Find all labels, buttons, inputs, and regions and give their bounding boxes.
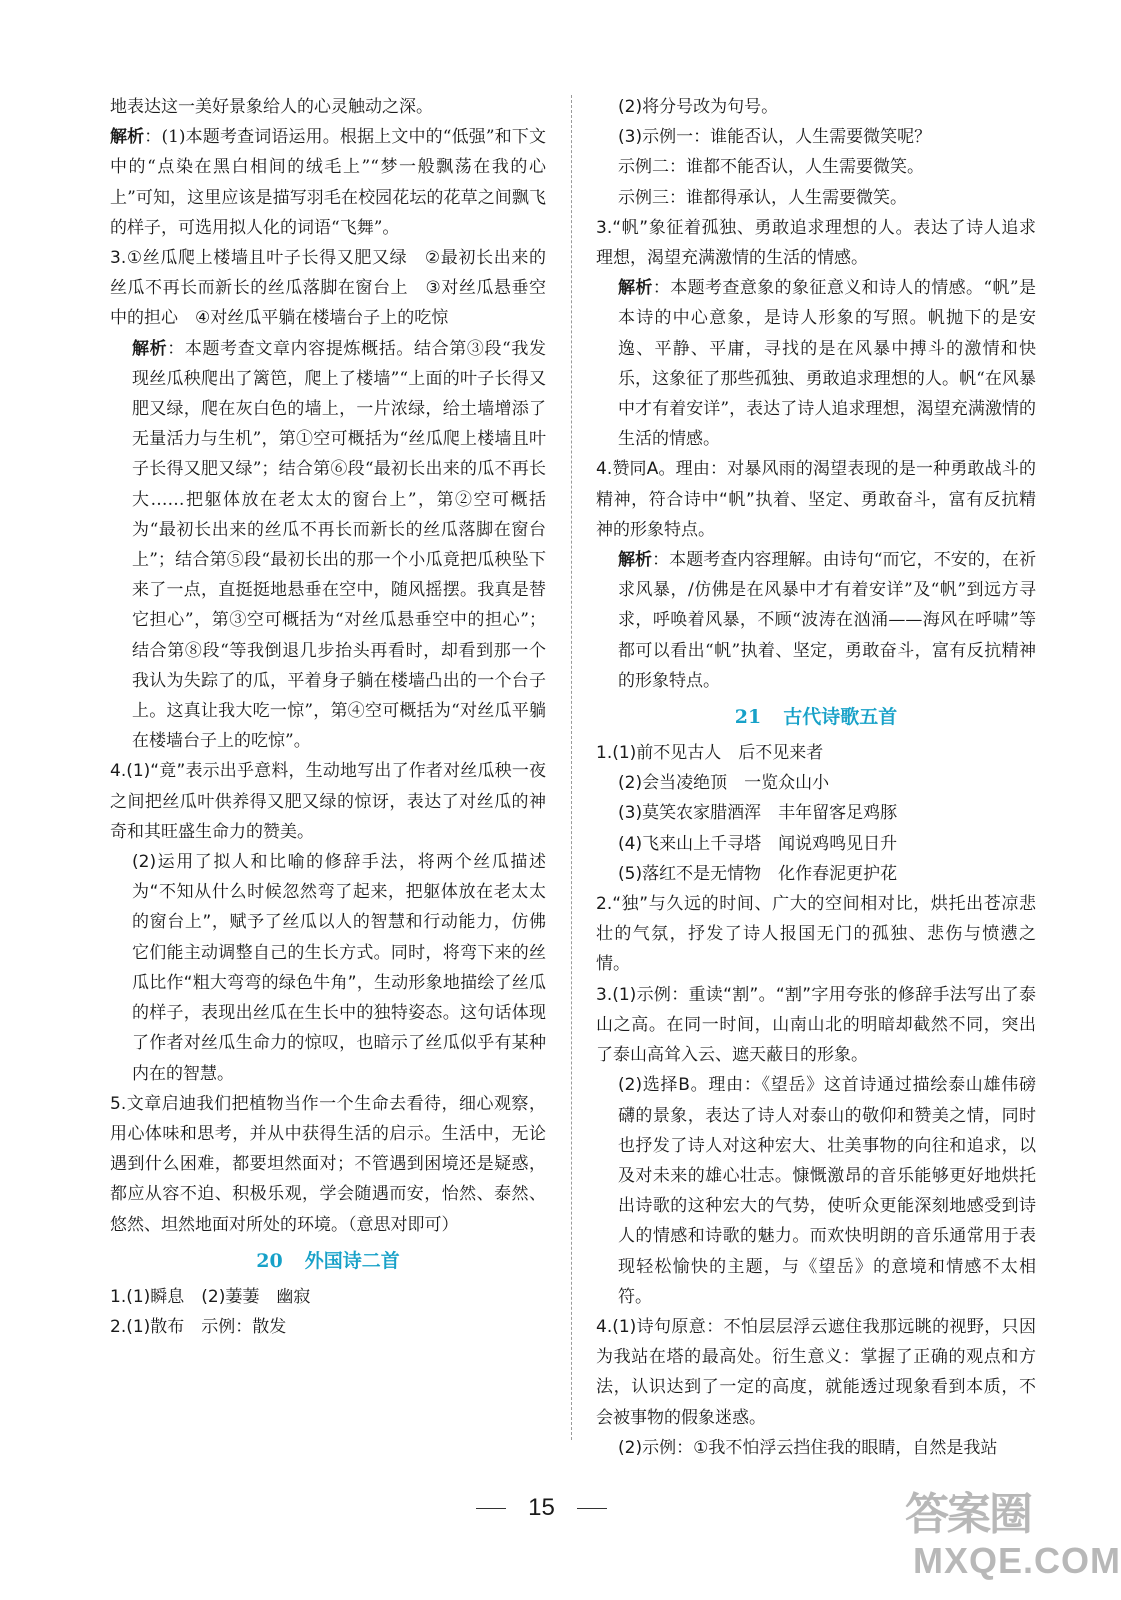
watermark-logo-text: 答案圈 <box>905 1490 1031 1539</box>
analysis-label: 解析 <box>110 127 145 148</box>
analysis-text: ：(1)本题考查词语运用。根据上文中的“低强”和下文中的“点染在黑白相间的绒毛上”“梦一般飘荡在我的心上”可知，这里应该是描写羽毛在校园花坛的花草之间飘飞的样子，可选用拟人化的词语“飞舞”。 <box>110 127 547 238</box>
answer-line: 示例三：谁都得承认，人生需要微笑。 <box>618 187 907 208</box>
answer-line: (3)莫笑农家腊酒浑 丰年留客足鸡豚 <box>618 803 898 824</box>
section-number: 21 <box>734 706 762 729</box>
analysis-label: 解析 <box>618 278 653 299</box>
answer-line: (2)会当凌绝顶 一览众山小 <box>618 773 830 794</box>
answer-item-1: 1.(1)瞬息 (2)萋萋 幽寂 <box>110 1286 311 1307</box>
answer-item-4-1: 4.(1)“竟”表示出乎意料，生动地写出了作者对丝瓜秧一夜之间把丝瓜叶供养得又肥又绿的惊讶，表达了对丝瓜的神奇和其旺盛生命力的赞美。 <box>110 761 546 842</box>
answer-item-5: 5.文章启迪我们把植物当作一个生命去看待，细心观察，用心体味和思考，并从中获得生活的启示。生活中，无论遇到什么困难，都要坦然面对；不管遇到困境还是疑惑，都应从容不迫、积极乐观，学会随遇而安，怡然、泰然、悠然、坦然地面对所处的环境。（意思对即可） <box>110 1093 546 1235</box>
answer-line: (3)示例一：谁能否认，人生需要微笑呢？ <box>618 127 932 148</box>
answer-item-2: 2.“独”与久远的时间、广大的空间相对比，烘托出苍凉悲壮的气氛，抒发了诗人报国无门的孤独、悲伤与愤懑之情。 <box>596 894 1036 975</box>
page-number-text: 15 <box>528 1494 555 1521</box>
answer-line: (2)示例：①我不怕浮云挡住我的眼睛，自然是我站 <box>618 1437 998 1458</box>
site-watermark <box>905 1478 1121 1596</box>
answer-line: (2)将分号改为句号。 <box>618 97 779 117</box>
answer-item-3: 3.“帆”象征着孤独、勇敢追求理想的人。表达了诗人追求理想，渴望充满激情的生活的情感。 <box>596 217 1036 269</box>
analysis-paragraph <box>110 334 546 757</box>
section-name: 外国诗二首 <box>304 1249 400 1272</box>
section-title-21 <box>596 702 1036 732</box>
watermark-url: MXQE.COM <box>913 1540 1121 1581</box>
section-title-20 <box>110 1246 546 1276</box>
answer-item-4: 4.(1)诗句原意：不怕层层浮云遮住我那远眺的视野，只因为我站在塔的最高处。衍生意义：掌握了正确的观点和方法，认识达到了一定的高度，就能透过现象看到本质，不会被事物的假象迷惑。 <box>596 1316 1036 1428</box>
answer-item-4: 4.赞同A。理由：对暴风雨的渴望表现的是一种勇敢战斗的精神，符合诗中“帆”执着、坚定、勇敢奋斗，富有反抗精神的形象特点。 <box>596 459 1036 540</box>
answer-item-1: 1.(1)前不见古人 后不见来者 <box>596 743 824 764</box>
page-dash <box>577 1508 607 1509</box>
answer-line: (2)选择B。理由：《望岳》这首诗通过描绘泰山雄伟磅礴的景象，表达了诗人对泰山的敬仰和赞美之情，同时也抒发了诗人对这种宏大、壮美事物的向往和追求，以及对未来的雄心壮志。慷慨激昂的音乐能够更好地烘托出诗歌的这种宏大的气势，使听众更能深刻地感受到诗人的情感和诗歌的魅力。而欢快明朗的音乐通常用于表现轻松愉快的主题，与《望岳》的意境和情感不太相符。 <box>618 1075 1036 1307</box>
analysis-paragraph <box>596 545 1036 696</box>
answer-line: 示例二：谁都不能否认，人生需要微笑。 <box>618 157 924 178</box>
analysis-text: ：本题考查内容理解。由诗句“而它，不安的，在祈求风暴，/仿佛是在风暴中才有着安详”及“帆”到远方寻求，呼唤着风暴，不顾“波涛在汹涌——海风在呼啸”等都可以看出“帆”执着、坚定，勇敢奋斗，富有反抗精神的形象特点。 <box>618 550 1036 691</box>
analysis-text: ：本题考查文章内容提炼概括。结合第③段“我发现丝瓜秧爬出了篱笆，爬上了楼墙”“上面的叶子长得又肥又绿，爬在灰白色的墙上，一片浓绿，给土墙增添了无量活力与生机”，第①空可概括为“丝瓜爬上楼墙且叶子长得又肥又绿”；结合第⑥段“最初长出来的瓜不再长大……把躯体放在老太太的窗台上”，第②空可概括为“最初长出来的丝瓜不再长而新长的丝瓜落脚在窗台上”；结合第⑤段“最初长出的那一个小瓜竟把瓜秧坠下来了一点，直挺挺地悬垂在空中，随风摇摆。我真是替它担心”，第③空可概括为“对丝瓜悬垂空中的担心”；结合第⑧段“等我倒退几步抬头再看时，却看到那一个我认为失踪了的瓜，平着身子躺在楼墙凸出的一个台子上。这真让我大吃一惊”，第④空可概括为“对丝瓜平躺在楼墙台子上的吃惊”。 <box>132 338 546 752</box>
answer-item-3: 3.①丝瓜爬上楼墙且叶子长得又肥又绿 ②最初长出来的丝瓜不再长而新长的丝瓜落脚在窗台上 ③对丝瓜悬垂空中的担心 ④对丝瓜平躺在楼墙台子上的吃惊 <box>110 248 546 329</box>
answer-item-4-2: (2)运用了拟人和比喻的修辞手法，将两个丝瓜描述为“不知从什么时候忽然弯了起来，把躯体放在老太太的窗台上”，赋予了丝瓜以人的智慧和行动能力，仿佛它们能主动调整自己的生长方式。同时，将弯下来的丝瓜比作“粗大弯弯的绿色牛角”，生动形象地描绘了丝瓜的样子，表现出丝瓜在生长中的独特姿态。这句话体现了作者对丝瓜生命力的惊叹，也暗示了丝瓜似乎有某种内在的智慧。 <box>132 852 546 1084</box>
section-number: 20 <box>256 1249 283 1272</box>
analysis-label: 解析 <box>618 550 653 571</box>
analysis-text: ：本题考查意象的象征意义和诗人的情感。“帆”是本诗的中心意象，是诗人形象的写照。帆抛下的是安逸、平静、平庸，寻找的是在风暴中搏斗的激情和快乐，这象征了那些孤独、勇敢追求理想的人。帆“在风暴中才有着安详”，表达了诗人追求理想，渴望充满激情的生活的情感。 <box>618 278 1037 450</box>
answer-line: (5)落红不是无情物 化作春泥更护花 <box>618 863 898 884</box>
analysis-label: 解析 <box>132 338 168 359</box>
analysis-paragraph <box>110 122 546 243</box>
answer-item-3: 3.(1)示例：重读“割”。“割”字用夸张的修辞手法写出了泰山之高。在同一时间，山南山北的明暗却截然不同，突出了泰山高耸入云、遮天蔽日的形象。 <box>596 984 1036 1066</box>
page-dash <box>476 1508 506 1509</box>
analysis-paragraph <box>596 273 1036 454</box>
left-column <box>110 92 546 1342</box>
answer-line: 地表达这一美好景象给人的心灵触动之深。 <box>110 97 433 117</box>
column-divider <box>571 95 572 1440</box>
answer-line: (4)飞来山上千寻塔 闻说鸡鸣见日升 <box>618 833 898 854</box>
answer-item-2: 2.(1)散布 示例：散发 <box>110 1316 287 1337</box>
right-column <box>596 92 1036 1463</box>
section-name: 古代诗歌五首 <box>783 706 898 729</box>
